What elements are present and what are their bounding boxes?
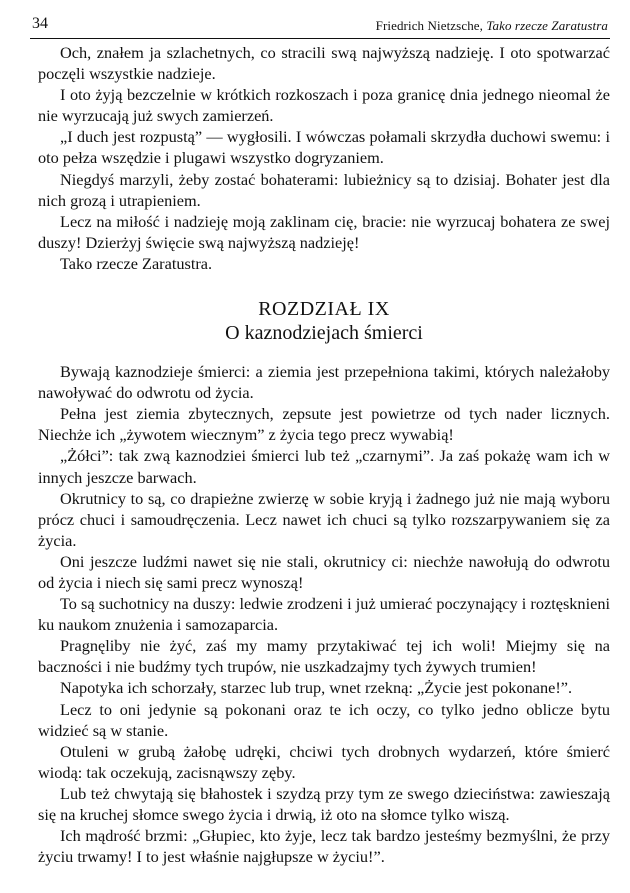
chapter-number: ROZDZIAŁ IX	[258, 298, 390, 321]
paragraph: Niegdyś marzyli, żeby zostać bohaterami: lubieżnicy są to dzisiaj. Bohater jest dla nich grozą i utrapieniem.	[38, 169, 610, 210]
paragraph: To są suchotnicy na duszy: ledwie zrodzeni i już umierać poczynający i roztęsknieni ku naukom znużenia i samozaparcia.	[38, 594, 610, 635]
paragraph: Ich mądrość brzmi: „Głupiec, kto żyje, lecz tak bardzo jesteśmy bezmyślni, że przy życiu trwamy! I to jest właśnie najgłupsze w życiu!”.	[38, 826, 610, 867]
paragraph: Okrutnicy to są, co drapieżne zwierzę w sobie kryją i żadnego już nie mają wyboru prócz chuci i samoudręczenia. Lecz nawet ich chuci są tylko rozszarpywaniem się za życia.	[38, 488, 610, 550]
paragraph: Pełna jest ziemia zbytecznych, zepsute jest powietrze od tych nader licznych. Niechże ich „żywotem wiecznym” z życia tego precz wywabią!	[38, 404, 610, 445]
paragraph: Och, znałem ja szlachetnych, co stracili swą najwyższą nadzieję. I oto spotwarzać poczęli wszystkie nadzieje.	[38, 43, 610, 84]
paragraph: Lub też chwytają się błahostek i szydzą przy tym ze swego dzieciństwa: zawieszają się na kruchej słomce swego życia i drwią, iż oto na słomce tylko wiszą.	[38, 783, 610, 824]
paragraph: Otuleni w grubą żałobę udręki, chciwi tych drobnych wydarzeń, które śmierć wiodą: tak oczekują, zacisnąwszy zęby.	[38, 741, 610, 782]
page-header	[30, 12, 610, 36]
chapter-heading	[38, 297, 610, 345]
paragraph: Napotyka ich schorzały, starzec lub trup, wnet rzekną: „Życie jest pokonane!”.	[60, 678, 573, 698]
paragraph: „Żółci”: tak zwą kaznodziei śmierci lub też „czarnymi”. Ja zaś pokażę wam ich w innych jeszcze barwach.	[38, 446, 610, 487]
running-head	[376, 18, 608, 34]
paragraph: Lecz na miłość i nadzieję moją zaklinam cię, bracie: nie wyrzucaj bohatera ze swej duszy! Dzierżyj święcie swą najwyższą nadzieję!	[38, 211, 610, 252]
chapter-title: O kaznodziejach śmierci	[225, 322, 423, 345]
section-previous-chapter-end	[38, 42, 610, 274]
body-text	[38, 42, 610, 867]
paragraph: Pragnęliby nie żyć, zaś my mamy przytakiwać tej ich woli! Miejmy się na baczności i nie budźmy tych trupów, nie uszkadzajmy tych żywych trumien!	[38, 636, 610, 677]
paragraph: Bywają kaznodzieje śmierci: a ziemia jest przepełniona takimi, których należałoby nawoływać do odwrotu od życia.	[38, 362, 610, 403]
paragraph: I oto żyją bezczelnie w krótkich rozkoszach i poza granicę dnia jednego nieomal że nie wyrzucają już swych zamierzeń.	[38, 85, 610, 126]
running-head-author: Friedrich Nietzsche,	[375, 18, 484, 33]
paragraph: Oni jeszcze ludźmi nawet się nie stali, okrutnicy ci: niechże nawołują do odwrotu od życia i niech się sami precz wynoszą!	[38, 551, 610, 592]
paragraph: Lecz to oni jedynie są pokonani oraz te ich oczy, co tylko jedno oblicze bytu widzieć są w stanie.	[38, 699, 610, 740]
page-number: 34	[32, 15, 48, 32]
running-head-book-title: Tako rzecze Zaratustra	[486, 18, 608, 33]
header-rule	[30, 38, 610, 39]
paragraph: Tako rzecze Zaratustra.	[60, 253, 213, 273]
paragraph: „I duch jest rozpustą” — wygłosili. I wówczas połamali skrzydła duchowi swemu: i oto pełza wszędzie i plugawi wszystko dogryzaniem.	[38, 127, 610, 168]
section-chapter-body	[38, 361, 610, 867]
